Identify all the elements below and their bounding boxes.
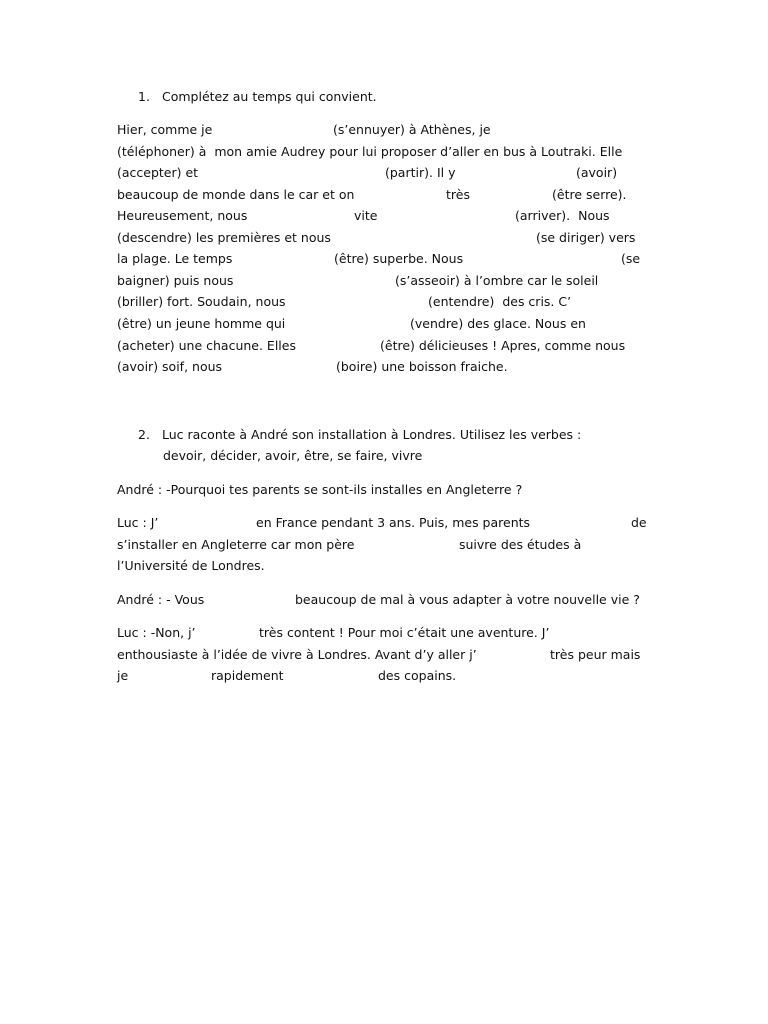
ex2-number: 2. <box>138 427 150 442</box>
ex1-text-segment: (s’asseoir) à l’ombre car le soleil <box>395 273 599 288</box>
ex1-text-segment: (entendre) des cris. C’ <box>428 294 572 309</box>
ex1-text-segment: la plage. Le temps <box>117 251 233 266</box>
ex1-text-segment: (être) délicieuses ! Apres, comme nous <box>380 338 626 353</box>
ex1-text-segment: (arriver). Nous <box>515 208 610 223</box>
dialogue-line: très peur mais <box>550 647 641 662</box>
dialogue-line: André : - Vous <box>117 592 205 607</box>
dialogue-line: l’Université de Londres. <box>117 558 265 573</box>
dialogue-line: de <box>631 515 647 530</box>
ex1-text-segment: (accepter) et <box>117 165 199 180</box>
ex1-text-segment: baigner) puis nous <box>117 273 234 288</box>
ex1-text-segment: vite <box>354 208 378 223</box>
dialogue-line: très content ! Pour moi c’était une aventure. J’ <box>259 625 550 640</box>
ex1-text-segment: (se diriger) vers <box>536 230 636 245</box>
dialogue-line: en France pendant 3 ans. Puis, mes parents <box>256 515 531 530</box>
ex1-text-segment: (être) superbe. Nous <box>334 251 464 266</box>
ex2-verb-list: devoir, décider, avoir, être, se faire, vivre <box>163 448 423 463</box>
dialogue-line: s’installer en Angleterre car mon père <box>117 537 355 552</box>
dialogue-line: André : -Pourquoi tes parents se sont-ils installes en Angleterre ? <box>117 482 523 497</box>
ex1-text-segment: beaucoup de monde dans le car et on <box>117 187 355 202</box>
dialogue-line: suivre des études à <box>459 537 582 552</box>
ex1-text-segment: Hier, comme je <box>117 122 213 137</box>
ex1-text-segment: (s’ennuyer) à Athènes, je <box>333 122 491 137</box>
ex1-text-segment: (boire) une boisson fraiche. <box>336 359 508 374</box>
ex1-text-segment: (partir). Il y <box>385 165 456 180</box>
ex1-text-segment: Heureusement, nous <box>117 208 248 223</box>
ex1-text-segment: très <box>446 187 470 202</box>
ex1-text-segment: (briller) fort. Soudain, nous <box>117 294 286 309</box>
ex1-instruction: Complétez au temps qui convient. <box>162 89 377 104</box>
ex1-text-segment: (acheter) une chacune. Elles <box>117 338 296 353</box>
ex1-text-segment: (avoir) soif, nous <box>117 359 223 374</box>
dialogue-line: des copains. <box>378 668 457 683</box>
ex1-text-segment: (avoir) <box>576 165 618 180</box>
ex1-text-segment: (vendre) des glace. Nous en <box>410 316 586 331</box>
ex2-instruction: Luc raconte à André son installation à Londres. Utilisez les verbes : <box>162 427 582 442</box>
ex1-text-segment: (être) un jeune homme qui <box>117 316 286 331</box>
dialogue-line: je <box>117 668 129 683</box>
dialogue-line: rapidement <box>211 668 284 683</box>
ex1-text-segment: (se <box>621 251 641 266</box>
dialogue-line: beaucoup de mal à vous adapter à votre nouvelle vie ? <box>295 592 640 607</box>
ex1-text-segment: (téléphoner) à mon amie Audrey pour lui proposer d’aller en bus à Loutraki. Elle <box>117 144 623 159</box>
dialogue-line: Luc : J’ <box>117 515 159 530</box>
dialogue-line: enthousiaste à l’idée de vivre à Londres. Avant d’y aller j’ <box>117 647 477 662</box>
ex1-number: 1. <box>138 89 150 104</box>
ex1-text-segment: (descendre) les premières et nous <box>117 230 331 245</box>
ex1-text-segment: (être serre). <box>552 187 627 202</box>
dialogue-line: Luc : -Non, j’ <box>117 625 196 640</box>
